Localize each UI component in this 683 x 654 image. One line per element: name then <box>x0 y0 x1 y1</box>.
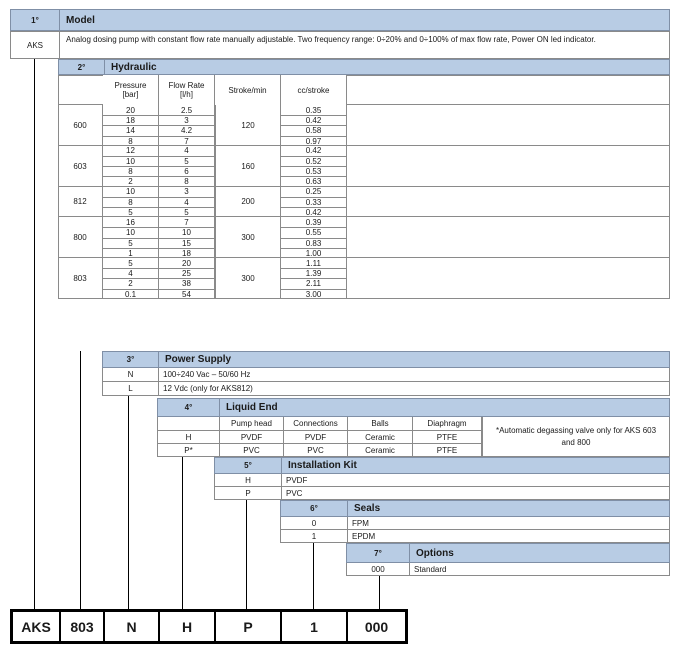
code-kit: P <box>216 612 282 641</box>
liquid-balls: Ceramic <box>348 444 413 456</box>
cc-stroke-value: 1.11 <box>281 258 347 268</box>
cc-stroke-value: 0.52 <box>281 156 347 166</box>
code-liquid: H <box>160 612 216 641</box>
power-code: N <box>103 368 159 381</box>
cc-stroke-value: 0.42 <box>281 146 347 156</box>
kit-header <box>214 457 670 474</box>
liquid-head: PVDF <box>220 431 284 443</box>
cc-stroke-value: 0.58 <box>281 125 347 135</box>
pressure-value: 5 <box>103 238 159 248</box>
power-num: 3° <box>103 352 159 367</box>
hydraulic-num: 2° <box>59 60 105 74</box>
kit-title: Installation Kit <box>288 460 357 471</box>
cc-stroke-value: 1.39 <box>281 268 347 278</box>
hydraulic-code: 603 <box>58 146 103 187</box>
pressure-value: 18 <box>103 115 159 125</box>
pressure-value: 8 <box>103 197 159 207</box>
connector-line-3 <box>128 396 129 609</box>
seals-header <box>280 500 670 517</box>
model-row <box>10 31 670 59</box>
blank-cell <box>158 417 220 430</box>
order-code-bar <box>10 609 408 644</box>
hydraulic-table <box>58 75 670 351</box>
header-balls: Balls <box>348 417 413 430</box>
model-num: 1° <box>11 10 60 30</box>
flowrate-value: 7 <box>159 217 215 227</box>
cc-stroke-value: 0.63 <box>281 176 347 186</box>
seals-option-1 <box>280 530 670 543</box>
flowrate-value: 15 <box>159 238 215 248</box>
pressure-value: 10 <box>103 156 159 166</box>
liquid-conn: PVC <box>284 444 348 456</box>
model-header <box>10 9 670 31</box>
header-pressure: Pressure [bar] <box>103 75 159 105</box>
liquid-header <box>157 398 670 417</box>
liquid-diaph: PTFE <box>413 431 481 443</box>
hydraulic-header <box>58 59 670 75</box>
kit-option-p <box>214 487 670 500</box>
liquid-conn: PVDF <box>284 431 348 443</box>
pressure-value: 5 <box>103 207 159 217</box>
options-code: 000 <box>347 563 410 575</box>
liquid-num: 4° <box>158 399 220 416</box>
pressure-value: 10 <box>103 187 159 197</box>
stroke-value: 200 <box>215 187 281 218</box>
pressure-value: 10 <box>103 227 159 237</box>
liquid-subheader <box>157 417 482 431</box>
pressure-value: 2 <box>103 278 159 288</box>
pressure-value: 5 <box>103 258 159 268</box>
flowrate-value: 3 <box>159 187 215 197</box>
code-hydraulic: 803 <box>61 612 105 641</box>
cc-stroke-value: 2.11 <box>281 278 347 288</box>
flowrate-value: 5 <box>159 207 215 217</box>
options-desc: Standard <box>414 564 447 574</box>
pressure-value: 0.1 <box>103 289 159 299</box>
liquid-head: PVC <box>220 444 284 456</box>
cc-stroke-value: 0.35 <box>281 105 347 115</box>
pressure-value: 20 <box>103 105 159 115</box>
pressure-value: 4 <box>103 268 159 278</box>
cc-stroke-value: 0.25 <box>281 187 347 197</box>
flowrate-value: 7 <box>159 136 215 146</box>
power-title: Power Supply <box>165 354 232 365</box>
options-option-000 <box>346 563 670 576</box>
flowrate-value: 4 <box>159 197 215 207</box>
cc-stroke-value: 0.39 <box>281 217 347 227</box>
power-desc: 12 Vdc (only for AKS812) <box>163 384 253 393</box>
connector-line-2 <box>80 351 81 609</box>
seals-code: 0 <box>281 517 348 529</box>
header-diaphragm: Diaphragm <box>413 417 481 430</box>
flowrate-value: 3 <box>159 115 215 125</box>
power-header <box>102 351 670 368</box>
stroke-value: 160 <box>215 146 281 187</box>
kit-option-h <box>214 474 670 487</box>
liquid-balls: Ceramic <box>348 431 413 443</box>
power-option-l <box>102 382 670 396</box>
seals-desc: FPM <box>352 518 369 528</box>
hydraulic-title: Hydraulic <box>111 61 157 73</box>
flowrate-value: 10 <box>159 227 215 237</box>
hydraulic-code: 803 <box>58 258 103 299</box>
seals-num: 6° <box>281 501 348 516</box>
hydraulic-code: 600 <box>58 105 103 146</box>
flowrate-value: 4.2 <box>159 125 215 135</box>
seals-option-0 <box>280 517 670 530</box>
kit-code: H <box>215 474 282 486</box>
options-header <box>346 543 670 563</box>
liquid-code: H <box>158 431 220 443</box>
connector-line-4 <box>182 457 183 609</box>
pressure-value: 16 <box>103 217 159 227</box>
model-code: AKS <box>11 32 60 58</box>
connector-line-5 <box>246 500 247 609</box>
flowrate-value: 18 <box>159 248 215 258</box>
flowrate-value: 25 <box>159 268 215 278</box>
code-power: N <box>105 612 160 641</box>
pressure-value: 8 <box>103 166 159 176</box>
code-seals: 1 <box>282 612 348 641</box>
stroke-value: 120 <box>215 105 281 146</box>
header-cc: cc/stroke <box>281 75 347 105</box>
flowrate-value: 5 <box>159 156 215 166</box>
power-desc: 100÷240 Vac – 50/60 Hz <box>163 370 251 379</box>
seals-title: Seals <box>354 503 381 514</box>
liquid-title: Liquid End <box>226 402 278 413</box>
liquid-note: *Automatic degassing valve only for AKS 603 and 800 <box>482 417 670 457</box>
pressure-value: 12 <box>103 146 159 156</box>
flowrate-value: 20 <box>159 258 215 268</box>
flowrate-value: 4 <box>159 146 215 156</box>
connector-line-7 <box>379 576 380 609</box>
cc-stroke-value: 0.55 <box>281 227 347 237</box>
cc-stroke-value: 1.00 <box>281 248 347 258</box>
cc-stroke-value: 3.00 <box>281 289 347 299</box>
code-model: AKS <box>13 612 61 641</box>
power-code: L <box>103 382 159 395</box>
cc-stroke-value: 0.97 <box>281 136 347 146</box>
pressure-value: 1 <box>103 248 159 258</box>
flowrate-value: 8 <box>159 176 215 186</box>
connector-line-6 <box>313 543 314 609</box>
liquid-diaph: PTFE <box>413 444 481 456</box>
header-pump-head: Pump head <box>220 417 284 430</box>
hydraulic-code: 800 <box>58 217 103 258</box>
flowrate-value: 2.5 <box>159 105 215 115</box>
pressure-value: 14 <box>103 125 159 135</box>
liquid-code: P* <box>158 444 220 456</box>
kit-code: P <box>215 487 282 499</box>
cc-stroke-value: 0.33 <box>281 197 347 207</box>
cc-stroke-value: 0.42 <box>281 115 347 125</box>
seals-code: 1 <box>281 530 348 542</box>
cc-stroke-value: 0.53 <box>281 166 347 176</box>
stroke-value: 300 <box>215 258 281 299</box>
hydraulic-code: 812 <box>58 187 103 218</box>
kit-desc: PVC <box>286 488 303 498</box>
kit-desc: PVDF <box>286 475 308 485</box>
header-flow: Flow Rate [l/h] <box>159 75 215 105</box>
options-num: 7° <box>347 544 410 562</box>
flowrate-value: 6 <box>159 166 215 176</box>
flowrate-value: 38 <box>159 278 215 288</box>
connector-line-1 <box>34 59 35 609</box>
flowrate-value: 54 <box>159 289 215 299</box>
kit-num: 5° <box>215 458 282 473</box>
pressure-value: 8 <box>103 136 159 146</box>
pressure-value: 2 <box>103 176 159 186</box>
cc-stroke-value: 0.83 <box>281 238 347 248</box>
header-connections: Connections <box>284 417 348 430</box>
liquid-option-p <box>157 444 482 457</box>
liquid-option-h <box>157 431 482 444</box>
code-options: 000 <box>364 618 389 635</box>
seals-desc: EPDM <box>352 531 376 541</box>
options-title: Options <box>416 547 454 559</box>
model-description: Analog dosing pump with constant flow rate manually adjustable. Two frequency range: 0÷20% and 0÷100% of max flow rate, Power ON led indicator. <box>66 35 596 44</box>
header-stroke: Stroke/min <box>215 75 281 105</box>
stroke-value: 300 <box>215 217 281 258</box>
model-title: Model <box>66 14 95 26</box>
cc-stroke-value: 0.42 <box>281 207 347 217</box>
power-option-n <box>102 368 670 382</box>
